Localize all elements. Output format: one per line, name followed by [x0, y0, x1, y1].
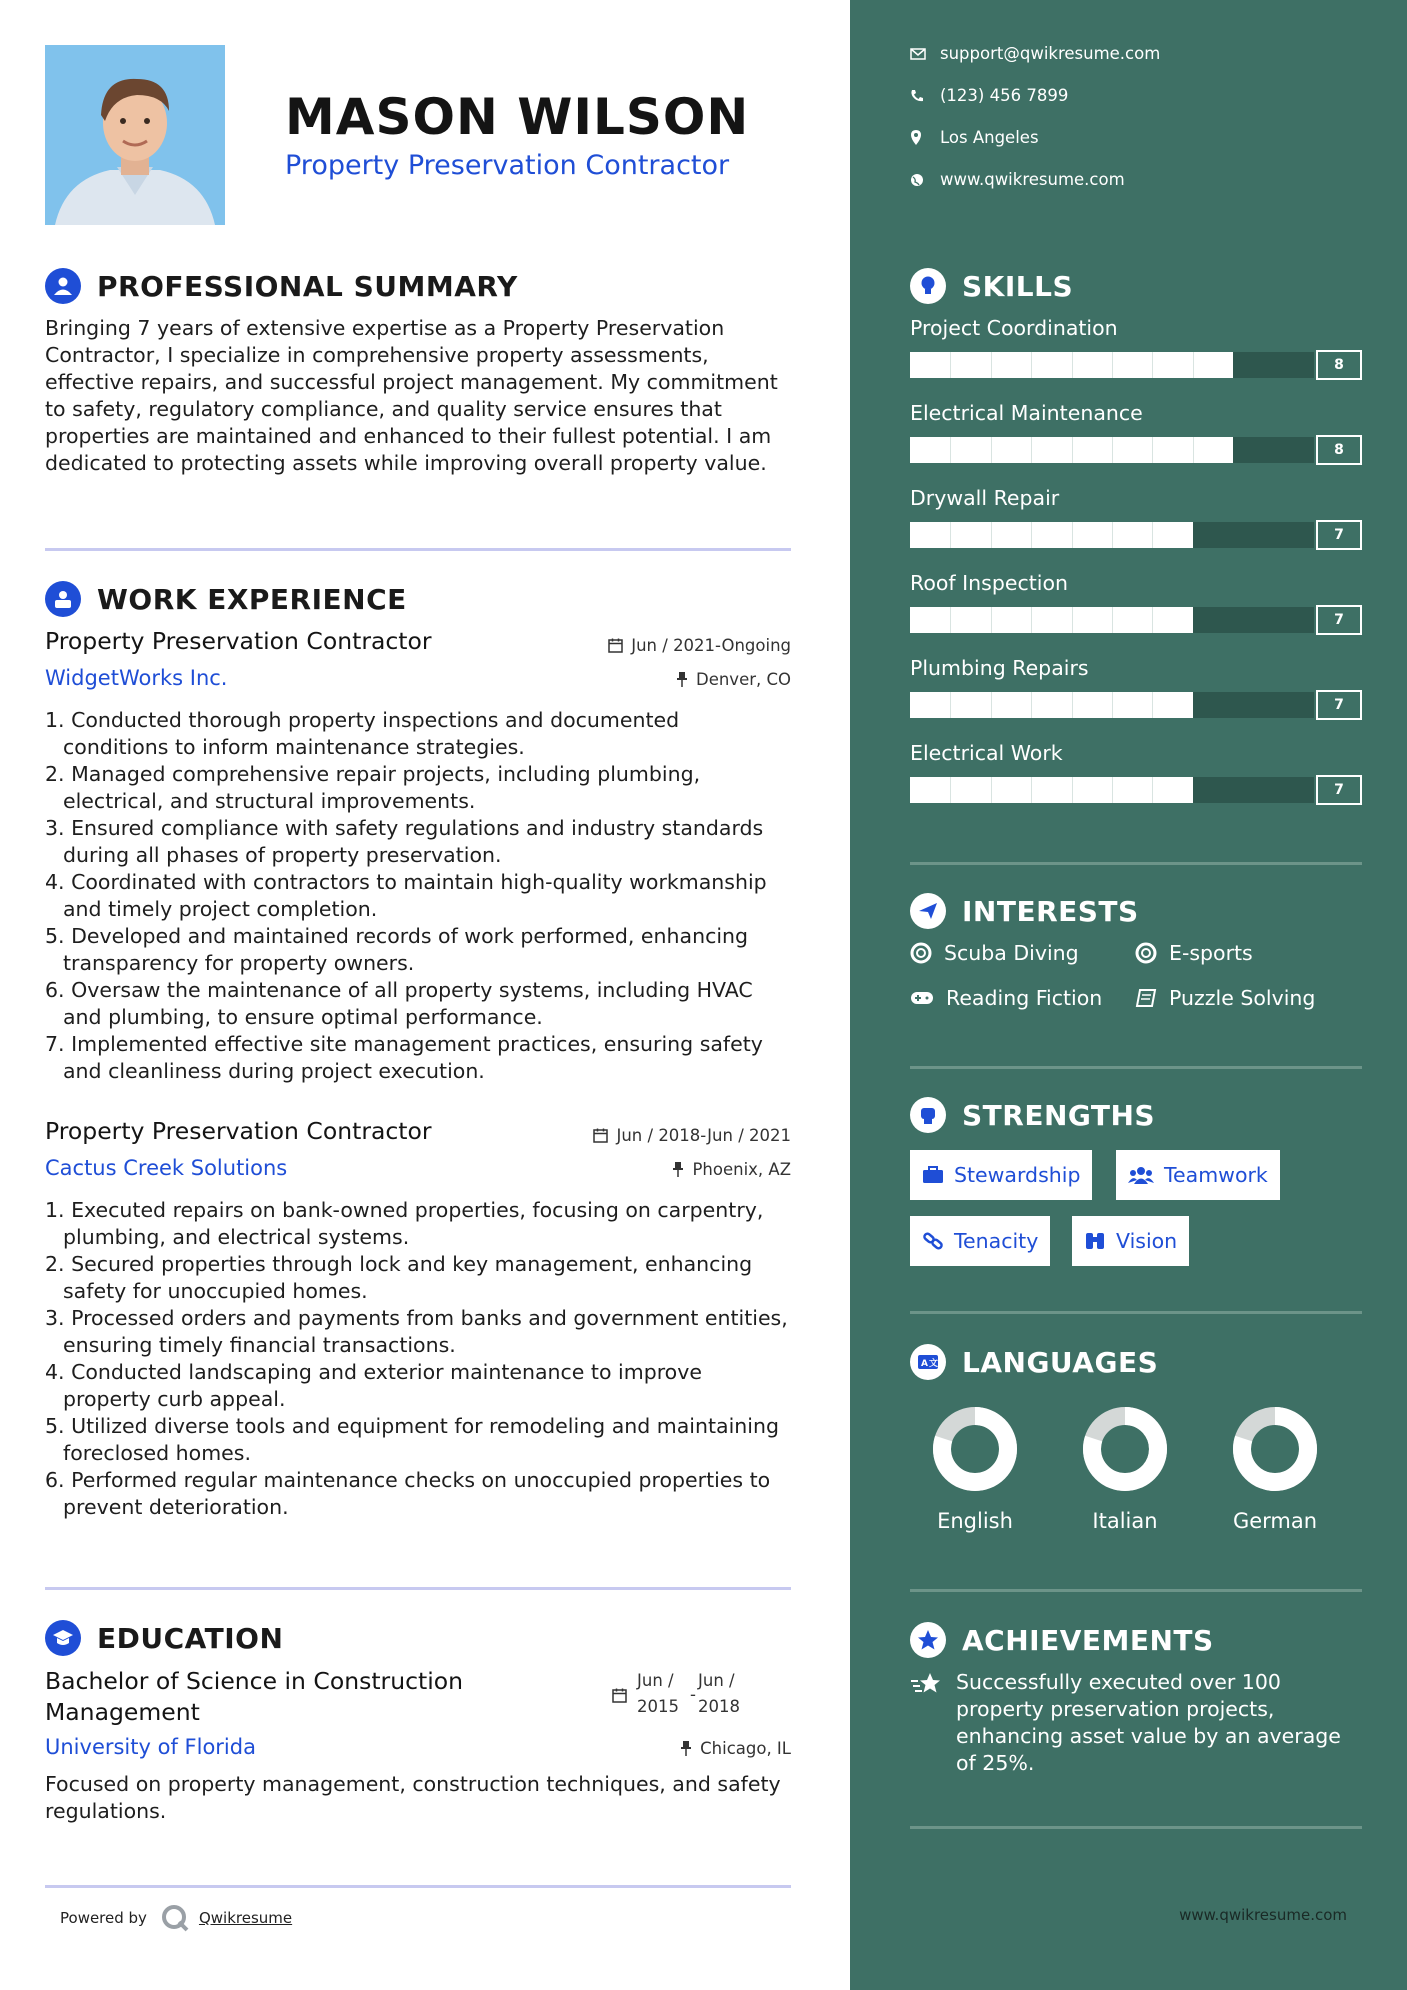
degree-title: Bachelor of Science in Construction Management: [45, 1667, 464, 1726]
achievements-title: ACHIEVEMENTS: [962, 1623, 1214, 1657]
gamepad-icon: [910, 990, 934, 1006]
graduation-cap-icon: [45, 1620, 81, 1656]
briefcase-icon: [922, 1166, 944, 1184]
job-dates-text: Jun / 2018-Jun / 2021: [616, 1126, 791, 1145]
skill-bar: [910, 605, 1362, 635]
sidebar: [850, 0, 1407, 1990]
qwikresume-link[interactable]: Qwikresume: [198, 1909, 293, 1927]
briefcase-user-icon: [45, 581, 81, 617]
skill-name: Roof Inspection: [910, 571, 1069, 595]
skill-level: 7: [1316, 605, 1362, 635]
phone-text: (123) 456 7899: [940, 86, 1069, 105]
skill-bar-segment: [1031, 692, 1032, 718]
footer-website[interactable]: www.qwikresume.com: [1179, 1906, 1347, 1924]
star-icon: [910, 1622, 946, 1658]
skill-item: [910, 741, 1362, 805]
job-dates-text: Jun / 2021-Ongoing: [631, 636, 791, 655]
education-location: [680, 1739, 791, 1758]
skill-bar-segment: [1152, 352, 1153, 378]
job-dates: [593, 1126, 791, 1145]
interest-item: [1135, 941, 1253, 965]
language-icon: [910, 1344, 946, 1380]
strength-label: Vision: [1116, 1229, 1178, 1253]
list-item: 5. Utilized diverse tools and equipment for remodeling and maintaining foreclosed homes.: [45, 1414, 779, 1465]
skill-bar-segment: [950, 522, 951, 548]
location-text: Los Angeles: [940, 128, 1039, 147]
language-item: [1215, 1405, 1335, 1533]
strengths-heading: [910, 1097, 1155, 1133]
achievements-heading: [910, 1622, 1214, 1658]
qwikresume-logo-icon: [161, 1904, 189, 1932]
skill-bar-segment: [1072, 692, 1073, 718]
star-trail-icon: [910, 1671, 944, 1699]
skill-name: Drywall Repair: [910, 486, 1060, 510]
education-heading: [45, 1620, 283, 1656]
skill-bar: [910, 775, 1362, 805]
skill-bar-segment: [991, 692, 992, 718]
summary-text: Bringing 7 years of extensive expertise as a Property Preservation Contractor, I specialize in comprehensive property assessments, effective repairs, and successful project management. My commitment to safety, regulatory compliance, and quality service ensures that properties are maintained and enhanced to their fullest potential. I am dedicated to protecting assets while improving overall property value.: [45, 316, 778, 475]
achievement-text: Successfully executed over 100 property preservation projects, enhancing asset value by an average of 25%.: [956, 1670, 1341, 1775]
email-text[interactable]: support@qwikresume.com: [940, 44, 1161, 63]
skill-bar-fill: [910, 607, 1193, 633]
skills-heading: [910, 268, 1073, 304]
languages-heading: [910, 1344, 1158, 1380]
calendar-icon: [612, 1688, 627, 1703]
svg-text:文: 文: [929, 1359, 939, 1369]
skill-bar-segment: [1072, 607, 1073, 633]
svg-text:A: A: [921, 1359, 928, 1369]
pin-icon: [680, 1741, 692, 1756]
skill-bar-segment: [1152, 607, 1153, 633]
interest-label: E-sports: [1169, 941, 1253, 965]
language-level-ring: [1231, 1405, 1319, 1493]
profile-photo: [45, 45, 225, 225]
pin-icon: [676, 672, 688, 687]
list-item: 2. Secured properties through lock and key management, enhancing safety for unoccupied homes.: [45, 1252, 753, 1303]
strength-tag: [1072, 1216, 1189, 1266]
skill-bar-segment: [991, 437, 992, 463]
candidate-role: Property Preservation Contractor: [285, 150, 730, 181]
skill-bar-segment: [1112, 777, 1113, 803]
skill-bar: [910, 350, 1362, 380]
skill-level: 8: [1316, 350, 1362, 380]
skill-name: Plumbing Repairs: [910, 656, 1089, 680]
job-title: Property Preservation Contractor: [45, 627, 432, 655]
skill-level: 8: [1316, 435, 1362, 465]
skill-item: [910, 571, 1362, 635]
contact-phone: [910, 86, 1068, 105]
skill-bar-segment: [1152, 522, 1153, 548]
skill-name: Electrical Work: [910, 741, 1063, 765]
language-name: English: [937, 1509, 1013, 1533]
skill-bar: [910, 520, 1362, 550]
interest-item: [910, 941, 1079, 965]
interest-item: [1135, 986, 1315, 1010]
company-name: WidgetWorks Inc.: [45, 666, 228, 690]
school-name: University of Florida: [45, 1735, 256, 1759]
skill-bar-segment: [1193, 437, 1194, 463]
language-name: Italian: [1092, 1509, 1158, 1533]
link-icon: [922, 1230, 944, 1252]
divider: [910, 862, 1362, 865]
date-dash: -: [690, 1685, 696, 1704]
job-title: Property Preservation Contractor: [45, 1117, 432, 1145]
list-item: 6. Performed regular maintenance checks on unoccupied properties to prevent deterioration.: [45, 1468, 771, 1519]
skill-bar-segment: [950, 777, 951, 803]
fist-icon: [910, 1097, 946, 1133]
skill-bar-segment: [991, 607, 992, 633]
education-description: Focused on property management, construction techniques, and safety regulations.: [45, 1772, 781, 1823]
skill-bar-segment: [1152, 437, 1153, 463]
skill-bar-fill: [910, 692, 1193, 718]
language-level-ring: [931, 1405, 1019, 1493]
calendar-icon: [608, 638, 623, 653]
skills-title: SKILLS: [962, 269, 1074, 303]
skill-name: Electrical Maintenance: [910, 401, 1143, 425]
divider: [45, 1587, 791, 1590]
skill-item: [910, 316, 1362, 380]
globe-icon: [910, 173, 924, 187]
skill-bar-segment: [950, 352, 951, 378]
skill-bar-segment: [1112, 692, 1113, 718]
strength-label: Stewardship: [954, 1163, 1081, 1187]
skill-bar-fill: [910, 522, 1193, 548]
list-item: 2. Managed comprehensive repair projects, including plumbing, electrical, and structural improvements.: [45, 762, 701, 813]
summary-title: PROFESSIONAL SUMMARY: [97, 269, 518, 303]
divider: [910, 1066, 1362, 1069]
list-item: 5. Developed and maintained records of work performed, enhancing transparency for property owners.: [45, 924, 749, 975]
achievement-item: [910, 1669, 1362, 1777]
interests-title: INTERESTS: [962, 894, 1139, 928]
list-item: 3. Processed orders and payments from banks and government entities, ensuring timely financial transactions.: [45, 1306, 788, 1357]
skill-bar-segment: [1072, 352, 1073, 378]
divider: [910, 1826, 1362, 1829]
skill-bar-segment: [1112, 607, 1113, 633]
interest-label: Scuba Diving: [944, 941, 1079, 965]
website-text[interactable]: www.qwikresume.com: [940, 170, 1125, 189]
end-year: 2018: [698, 1697, 740, 1716]
end-month: Jun /: [698, 1671, 735, 1690]
skill-item: [910, 656, 1362, 720]
skill-bar-segment: [1031, 352, 1032, 378]
list-item: 7. Implemented effective site management practices, ensuring safety and cleanliness during project execution.: [45, 1032, 763, 1083]
users-icon: [1128, 1166, 1154, 1184]
divider: [910, 1311, 1362, 1314]
lightbulb-icon: [910, 268, 946, 304]
pin-icon: [672, 1162, 684, 1177]
skill-bar-segment: [1031, 777, 1032, 803]
strength-tag: [910, 1150, 1092, 1200]
interest-label: Reading Fiction: [946, 986, 1103, 1010]
skill-bar-segment: [991, 777, 992, 803]
map-marker-icon: [910, 130, 922, 145]
language-level-ring: [1081, 1405, 1169, 1493]
divider: [910, 1589, 1362, 1592]
experience-title: WORK EXPERIENCE: [97, 582, 407, 616]
skill-bar-segment: [1112, 522, 1113, 548]
language-item: [1065, 1405, 1185, 1533]
calendar-icon: [593, 1128, 608, 1143]
education-title: EDUCATION: [97, 1621, 284, 1655]
languages-title: LANGUAGES: [962, 1345, 1159, 1379]
life-ring-icon: [1135, 942, 1157, 964]
company-name: Cactus Creek Solutions: [45, 1156, 288, 1180]
skill-level: 7: [1316, 690, 1362, 720]
divider: [45, 1885, 791, 1888]
envelope-icon: [910, 48, 926, 60]
contact-email: [910, 44, 1160, 63]
skill-bar-segment: [1031, 437, 1032, 463]
list-item: 1. Conducted thorough property inspections and documented conditions to inform maintenance strategies.: [45, 708, 680, 759]
skill-bar-segment: [1152, 777, 1153, 803]
powered-by: [60, 1904, 292, 1932]
list-item: 6. Oversaw the maintenance of all property systems, including HVAC and plumbing, to ensure optimal performance.: [45, 978, 753, 1029]
skill-bar-segment: [1031, 607, 1032, 633]
job-location-text: Denver, CO: [695, 670, 791, 689]
binoculars-icon: [1084, 1231, 1106, 1251]
skill-bar-segment: [1072, 777, 1073, 803]
interest-item: [910, 986, 1102, 1010]
skill-level: 7: [1316, 520, 1362, 550]
job-location: [676, 670, 791, 689]
skill-bar-segment: [950, 692, 951, 718]
start-month: Jun /: [637, 1671, 674, 1690]
skill-bar-segment: [1193, 352, 1194, 378]
strength-tag: [1116, 1150, 1280, 1200]
skill-bar-segment: [1152, 692, 1153, 718]
life-ring-icon: [910, 942, 932, 964]
strength-label: Teamwork: [1164, 1163, 1268, 1187]
skill-item: [910, 486, 1362, 550]
skill-bar-segment: [991, 352, 992, 378]
candidate-name: MASON WILSON: [285, 88, 750, 146]
education-location-text: Chicago, IL: [700, 1739, 791, 1758]
divider: [45, 548, 791, 551]
skill-bar-segment: [1112, 352, 1113, 378]
skill-bar-segment: [991, 522, 992, 548]
strength-label: Tenacity: [954, 1229, 1039, 1253]
contact-location: [910, 128, 1039, 147]
job-dates: [608, 636, 791, 655]
job-bullets: [45, 1197, 791, 1521]
language-name: German: [1232, 1509, 1318, 1533]
skill-name: Project Coordination: [910, 316, 1118, 340]
interests-heading: [910, 893, 1139, 929]
strength-tag: [910, 1216, 1050, 1266]
list-item: 3. Ensured compliance with safety regulations and industry standards during all phases of property preservation.: [45, 816, 764, 867]
list-item: 4. Conducted landscaping and exterior maintenance to improve property curb appeal.: [45, 1360, 702, 1411]
summary-heading: [45, 268, 518, 304]
skill-bar-segment: [1072, 522, 1073, 548]
job-bullets: [45, 707, 791, 1085]
skill-bar-segment: [950, 437, 951, 463]
skill-bar-segment: [950, 607, 951, 633]
powered-by-label: Powered by: [60, 1909, 147, 1927]
paper-plane-icon: [910, 893, 946, 929]
skill-bar-segment: [1072, 437, 1073, 463]
skill-bar-fill: [910, 777, 1193, 803]
skill-bar: [910, 690, 1362, 720]
book-icon: [1135, 988, 1157, 1008]
list-item: 1. Executed repairs on bank-owned properties, focusing on carpentry, plumbing, and electrical systems.: [45, 1198, 764, 1249]
user-icon: [45, 268, 81, 304]
skill-bar: [910, 435, 1362, 465]
start-year: 2015: [637, 1697, 679, 1716]
skill-bar-segment: [1112, 437, 1113, 463]
contact-website: [910, 170, 1125, 189]
skill-level: 7: [1316, 775, 1362, 805]
interest-label: Puzzle Solving: [1169, 986, 1316, 1010]
list-item: 4. Coordinated with contractors to maintain high-quality workmanship and timely project completion.: [45, 870, 767, 921]
skill-bar-segment: [1031, 522, 1032, 548]
experience-heading: [45, 581, 407, 617]
job-location-text: Phoenix, AZ: [692, 1160, 791, 1179]
skill-item: [910, 401, 1362, 465]
strengths-title: STRENGTHS: [962, 1098, 1156, 1132]
phone-icon: [910, 89, 924, 103]
language-item: [915, 1405, 1035, 1533]
job-location: [672, 1160, 791, 1179]
